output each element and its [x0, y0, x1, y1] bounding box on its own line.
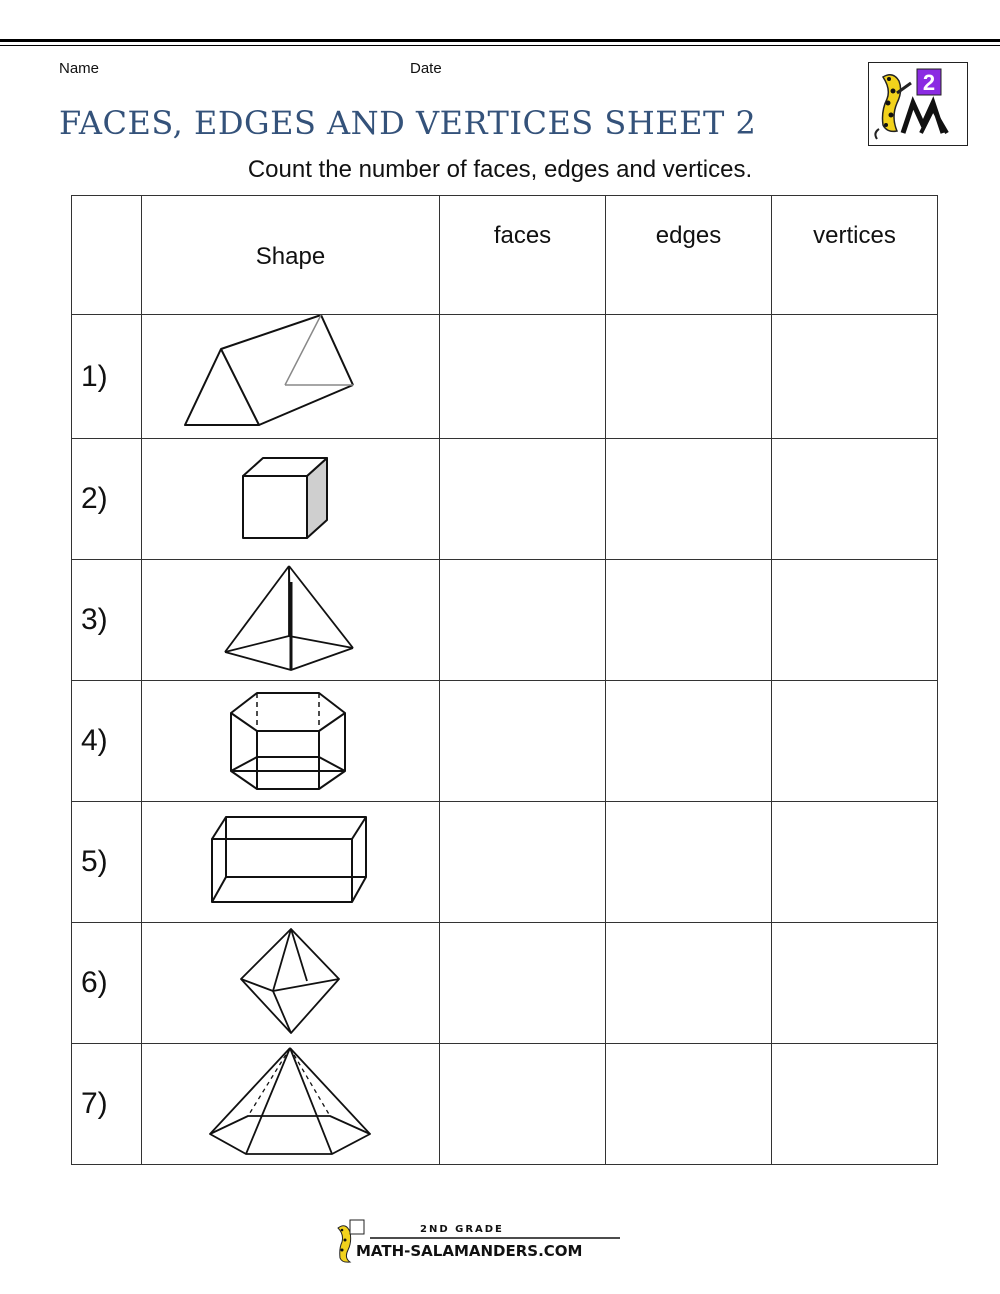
faces-answer-cell[interactable]: [440, 1044, 606, 1165]
shape-cell: [142, 923, 440, 1044]
table-row: [72, 681, 938, 802]
faces-answer-cell[interactable]: [440, 802, 606, 923]
row-number: 7): [72, 1044, 142, 1165]
shape-cell: [142, 439, 440, 560]
row-number: 6): [72, 923, 142, 1044]
top-rule-thin: [0, 45, 1000, 46]
edges-answer-cell[interactable]: [606, 802, 772, 923]
vertices-answer-cell[interactable]: [772, 560, 938, 681]
edges-answer-cell[interactable]: [606, 560, 772, 681]
table-row: [72, 1044, 938, 1165]
row-number: 5): [72, 802, 142, 923]
shape-cell: [142, 802, 440, 923]
faces-answer-cell[interactable]: [440, 439, 606, 560]
header-vertices: vertices: [772, 196, 938, 315]
row-number: 3): [72, 560, 142, 681]
logo-grade-text: 2: [922, 70, 936, 95]
worksheet-table: [71, 195, 938, 1165]
header-faces: faces: [440, 196, 606, 315]
table-row: [72, 923, 938, 1044]
shape-cell: [142, 315, 440, 439]
instructions: Count the number of faces, edges and vertices.: [247, 156, 753, 183]
footer-grade-text: 2ND GRADE: [420, 1224, 504, 1235]
header-shape: Shape: [142, 196, 440, 315]
vertices-answer-cell[interactable]: [772, 1044, 938, 1165]
table-row: [72, 439, 938, 560]
edges-answer-cell[interactable]: [606, 923, 772, 1044]
cuboid-icon: [210, 815, 372, 905]
edges-answer-cell[interactable]: [606, 439, 772, 560]
footer-site-text: MATH-SALAMANDERS.COM: [356, 1242, 583, 1260]
cube-icon: [241, 452, 341, 542]
name-label: Name: [59, 60, 100, 77]
table-row: [72, 802, 938, 923]
table-header-row: [72, 196, 938, 315]
shape-cell: [142, 681, 440, 802]
site-logo-icon: [330, 1218, 630, 1263]
faces-answer-cell[interactable]: [440, 681, 606, 802]
square-pyramid-icon: [221, 562, 361, 674]
header-edges: edges: [606, 196, 772, 315]
hexagonal-pyramid-icon: [208, 1046, 374, 1158]
header-number-cell: [72, 196, 142, 315]
triangular-prism-icon: [171, 315, 411, 433]
top-rule: [0, 39, 1000, 42]
edges-answer-cell[interactable]: [606, 1044, 772, 1165]
vertices-answer-cell[interactable]: [772, 802, 938, 923]
edges-answer-cell[interactable]: [606, 315, 772, 439]
row-number: 1): [72, 315, 142, 439]
page-title: FACES, EDGES AND VERTICES SHEET 2: [59, 104, 757, 142]
vertices-answer-cell[interactable]: [772, 315, 938, 439]
vertices-answer-cell[interactable]: [772, 923, 938, 1044]
octahedron-icon: [239, 927, 343, 1035]
shape-cell: [142, 1044, 440, 1165]
shape-cell: [142, 560, 440, 681]
faces-answer-cell[interactable]: [440, 560, 606, 681]
table-row: [72, 315, 938, 439]
faces-answer-cell[interactable]: [440, 923, 606, 1044]
table-row: [72, 560, 938, 681]
faces-answer-cell[interactable]: [440, 315, 606, 439]
row-number: 4): [72, 681, 142, 802]
vertices-answer-cell[interactable]: [772, 439, 938, 560]
vertices-answer-cell[interactable]: [772, 681, 938, 802]
row-number: 2): [72, 439, 142, 560]
date-label: Date: [410, 60, 442, 77]
grade-logo: [868, 62, 968, 146]
hexagonal-prism-icon: [229, 687, 353, 791]
footer-logo: [330, 1218, 630, 1263]
salamander-logo-icon: [869, 63, 967, 145]
edges-answer-cell[interactable]: [606, 681, 772, 802]
